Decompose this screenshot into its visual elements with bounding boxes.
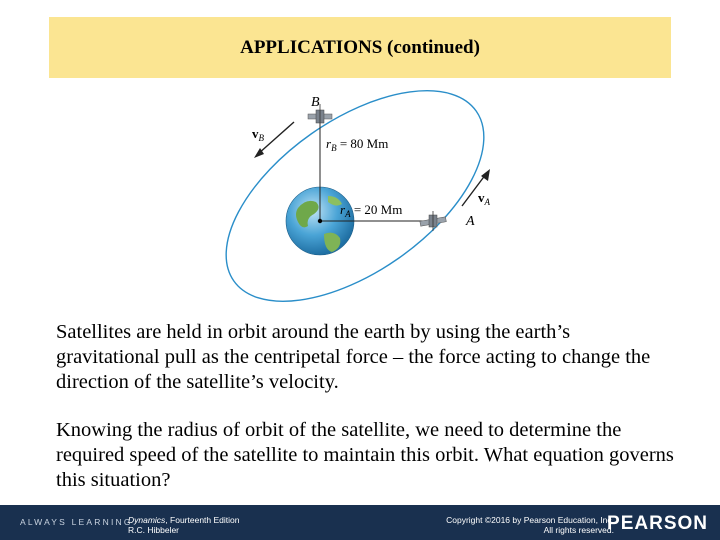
label-point-a: A (466, 214, 475, 229)
label-ra-value: = 20 Mm (350, 202, 403, 217)
footer-bar (0, 505, 720, 540)
svg-text:vA (478, 190, 491, 207)
label-vb-sub: B (258, 133, 264, 143)
orbit-path (190, 84, 520, 310)
paragraph-question: Knowing the radius of orbit of the satellite, we need to determine the required speed of the satellite to maintain this orbit. What equation governs this situation? (56, 419, 674, 491)
footer-tagline: ALWAYS LEARNING (20, 517, 133, 527)
footer-book-edition: , Fourteenth Edition (165, 515, 240, 525)
svg-text:vB (252, 126, 265, 143)
label-ra-sub: A (345, 209, 351, 219)
label-vb-main: v (252, 126, 259, 141)
label-rb-sub: B (331, 143, 337, 153)
footer-book-info (128, 515, 240, 535)
pearson-logo: PEARSON (607, 513, 708, 534)
label-va-main: v (478, 190, 485, 205)
svg-text:rB = 80 Mm (326, 136, 388, 153)
label-rb-value: = 80 Mm (336, 136, 389, 151)
slide-title: APPLICATIONS (continued) (240, 37, 480, 58)
label-ra-main: r (340, 202, 346, 217)
satellite-a-icon (420, 211, 446, 231)
footer-copyright-line2: All rights reserved. (543, 525, 614, 535)
paragraph-satellite-orbit: Satellites are held in orbit around the earth by using the earth’s gravitational pull as the centripetal force – the force acting to change the direction of the satellite’s velocity. (56, 321, 651, 393)
footer-author: R.C. Hibbeler (128, 525, 180, 535)
footer-copyright (446, 515, 614, 535)
title-band (49, 17, 671, 78)
orbit-figure (190, 84, 530, 310)
footer-copyright-line1: Copyright ©2016 by Pearson Education, Inc. (446, 515, 614, 525)
label-va-sub: A (484, 197, 490, 207)
label-rb-main: r (326, 136, 332, 151)
footer-book-title: Dynamics (128, 515, 166, 525)
label-point-b: B (311, 95, 320, 110)
